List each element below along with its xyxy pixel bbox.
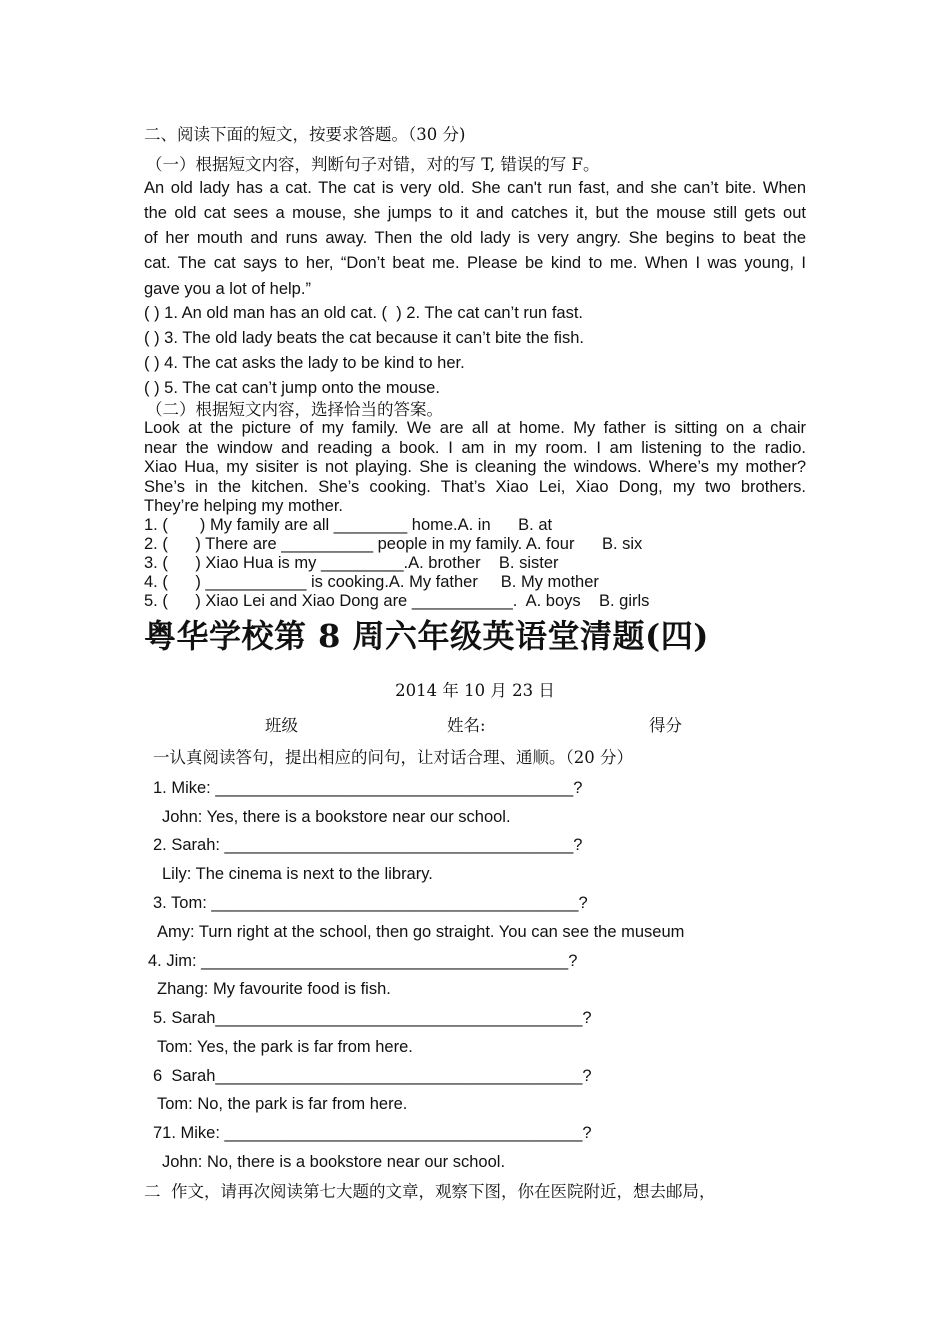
quiz-title: 粤华学校第 8 周六年级英语堂清题(四)	[144, 617, 709, 655]
quiz-date: 2014 年 10 月 23 日	[395, 681, 555, 700]
passage-line-last: They’re helping my mother.	[144, 497, 344, 515]
tf-question: ( ) 5. The cat can’t jump onto the mouse.	[144, 379, 440, 397]
dialogue-question: 4. Jim: ________________________________________?	[148, 952, 578, 970]
section-heading-questions: 一认真阅读答句，提出相应的问句，让对话合理、通顺。（20 分）	[153, 748, 633, 767]
dialogue-question: 6 Sarah________________________________________?	[153, 1067, 592, 1085]
passage-line: Xiao Hua, my sisiter is not playing. She is cleaning the windows. Where’s my mother?	[144, 458, 806, 476]
passage-line: cat. The cat says to her, “Don’t beat me. Please be kind to me. When I was young, I	[144, 254, 806, 272]
subsection-heading-true-false: （一）根据短文内容，判断句子对错，对的写 T, 错误的写 F。	[146, 155, 600, 174]
section-heading-composition: 二 作文，请再次阅读第七大题的文章，观察下图，你在医院附近，想去邮局，	[144, 1182, 716, 1201]
passage-line: of her mouth and runs away. Then the old lady is very angry. She begins to beat the	[144, 229, 806, 247]
passage-line: An old lady has a cat. The cat is very old. She can't run fast, and she can’t bite. When	[144, 179, 806, 197]
dialogue-answer: Amy: Turn right at the school, then go straight. You can see the museum	[157, 923, 685, 941]
name-label: 姓名:	[447, 716, 486, 735]
passage-line: the old cat sees a mouse, she jumps to it and catches it, but the mouse still gets out	[144, 204, 806, 222]
passage-line: near the window and reading a book. I am in my room. I am listening to the radio.	[144, 438, 806, 457]
passage-family	[144, 419, 806, 497]
tf-question: ( ) 1. An old man has an old cat. ( ) 2. The cat can’t run fast.	[144, 304, 583, 322]
tf-question: ( ) 3. The old lady beats the cat because it can’t bite the fish.	[144, 329, 584, 347]
score-label: 得分	[649, 716, 682, 735]
dialogue-answer: John: Yes, there is a bookstore near our school.	[162, 808, 511, 826]
mc-question: 1. ( ) My family are all ________ home.A. in B. at	[144, 516, 553, 534]
dialogue-question: 2. Sarah: ______________________________________?	[153, 836, 583, 854]
dialogue-answer: Tom: No, the park is far from here.	[157, 1095, 408, 1113]
tf-question: ( ) 4. The cat asks the lady to be kind to her.	[144, 354, 465, 372]
dialogue-answer: Lily: The cinema is next to the library.	[162, 865, 433, 883]
dialogue-answer: Zhang: My favourite food is fish.	[157, 980, 391, 998]
subsection-heading-multiple-choice: （二）根据短文内容，选择恰当的答案。	[146, 400, 443, 419]
passage-line: She’s in the kitchen. She’s cooking. That’s Xiao Lei, Xiao Dong, my two brothers.	[144, 477, 806, 496]
dialogue-answer: John: No, there is a bookstore near our school.	[162, 1153, 506, 1171]
class-label: 班级	[265, 716, 298, 735]
dialogue-question: 3. Tom: ________________________________________?	[153, 894, 588, 912]
dialogue-question: 71. Mike: _______________________________________?	[153, 1124, 592, 1142]
passage-line-last: gave you a lot of help.”	[144, 280, 311, 298]
dialogue-question: 1. Mike: _______________________________________?	[153, 779, 583, 797]
mc-question: 2. ( ) There are __________ people in my family. A. four B. six	[144, 535, 643, 553]
mc-question: 5. ( ) Xiao Lei and Xiao Dong are ___________. A. boys B. girls	[144, 592, 650, 610]
passage-line: Look at the picture of my family. We are all at home. My father is sitting on a chair	[144, 419, 806, 437]
dialogue-answer: Tom: Yes, the park is far from here.	[157, 1038, 413, 1056]
passage-old-cat	[144, 176, 806, 276]
mc-question: 3. ( ) Xiao Hua is my _________.A. brother B. sister	[144, 554, 559, 572]
dialogue-question: 5. Sarah________________________________________?	[153, 1009, 592, 1027]
mc-question: 4. ( ) ___________ is cooking.A. My father B. My mother	[144, 573, 599, 591]
section-heading-reading: 二、阅读下面的短文，按要求答题。（30 分)	[144, 125, 466, 144]
